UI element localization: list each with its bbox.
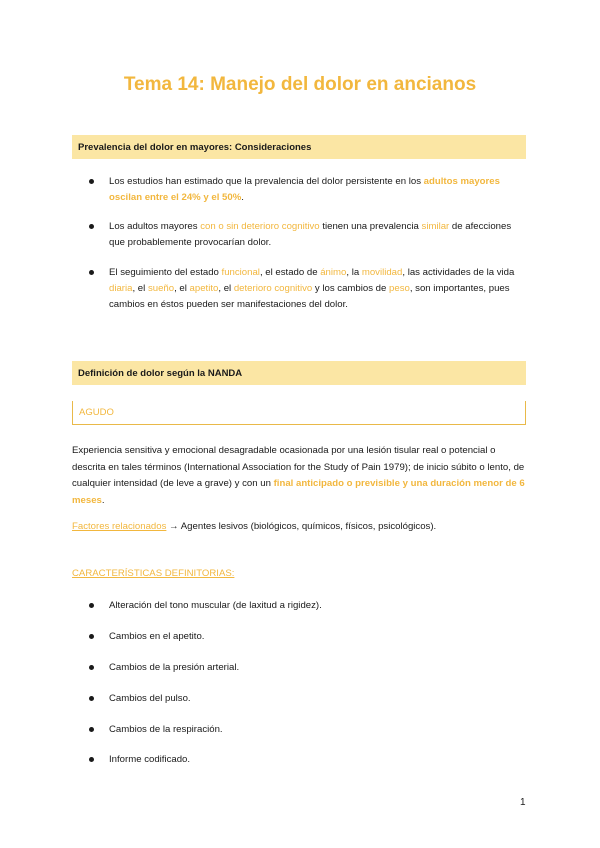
subheader-agudo: AGUDO <box>72 401 526 425</box>
caracteristicas-link[interactable]: CARACTERÍSTICAS DEFINITORIAS: <box>72 568 235 579</box>
caracteristicas-list-1 <box>88 598 524 614</box>
list-item: Cambios en el apetito. <box>88 629 524 645</box>
list-item: Informe codificado. <box>88 752 524 768</box>
caracteristicas-list-4 <box>88 691 524 707</box>
prevalencia-list <box>88 174 524 206</box>
list-item: Cambios de la respiración. <box>88 722 524 738</box>
list-item: Los adultos mayores con o sin deterioro cognitivo tienen una prevalencia similar de afecciones que probablemente provocarían dolor. <box>88 219 524 251</box>
page-title: Tema 14: Manejo del dolor en ancianos <box>123 74 477 95</box>
list-item: Cambios de la presión arterial. <box>88 660 524 676</box>
prevalencia-list-3 <box>88 265 524 313</box>
section-header-nanda: Definición de dolor según la NANDA <box>72 361 526 385</box>
caracteristicas-list-6 <box>88 752 524 768</box>
prevalencia-list-2 <box>88 219 524 251</box>
section-header-prevalencia: Prevalencia del dolor en mayores: Consideraciones <box>72 135 526 159</box>
caracteristicas-list-2 <box>88 629 524 645</box>
list-item: El seguimiento del estado funcional, el estado de ánimo, la movilidad, las actividades de la vida diaria, el sueño, el apetito, el deterioro cognitivo y los cambios de peso, son importantes, pues cambios en éstos pueden ser manifestaciones del dolor. <box>88 265 524 313</box>
caracteristicas-label <box>72 566 528 583</box>
page-number: 1 <box>520 797 526 808</box>
factores-relacionados: Factores relacionados → Agentes lesivos (biológicos, químicos, físicos, psicológicos). <box>72 521 437 532</box>
list-item: Los estudios han estimado que la prevalencia del dolor persistente en los adultos mayores oscilan entre el 24% y el 50%. <box>88 174 524 206</box>
caracteristicas-list-5 <box>88 722 524 738</box>
list-item: Alteración del tono muscular (de laxitud a rigidez). <box>88 598 524 614</box>
definition-paragraph: Experiencia sensitiva y emocional desagradable ocasionada por una lesión tisular real o potencial o descrita en tales términos (International Association for the Study of Pain 1979); de inicio súbito o lento, de cualquier intensidad (de leve a grave) y con un final anticipado o previsible y una duración menor de 6 meses. <box>72 445 525 506</box>
list-item: Cambios del pulso. <box>88 691 524 707</box>
factores-link[interactable]: Factores relacionados <box>72 521 167 532</box>
caracteristicas-list-3 <box>88 660 524 676</box>
